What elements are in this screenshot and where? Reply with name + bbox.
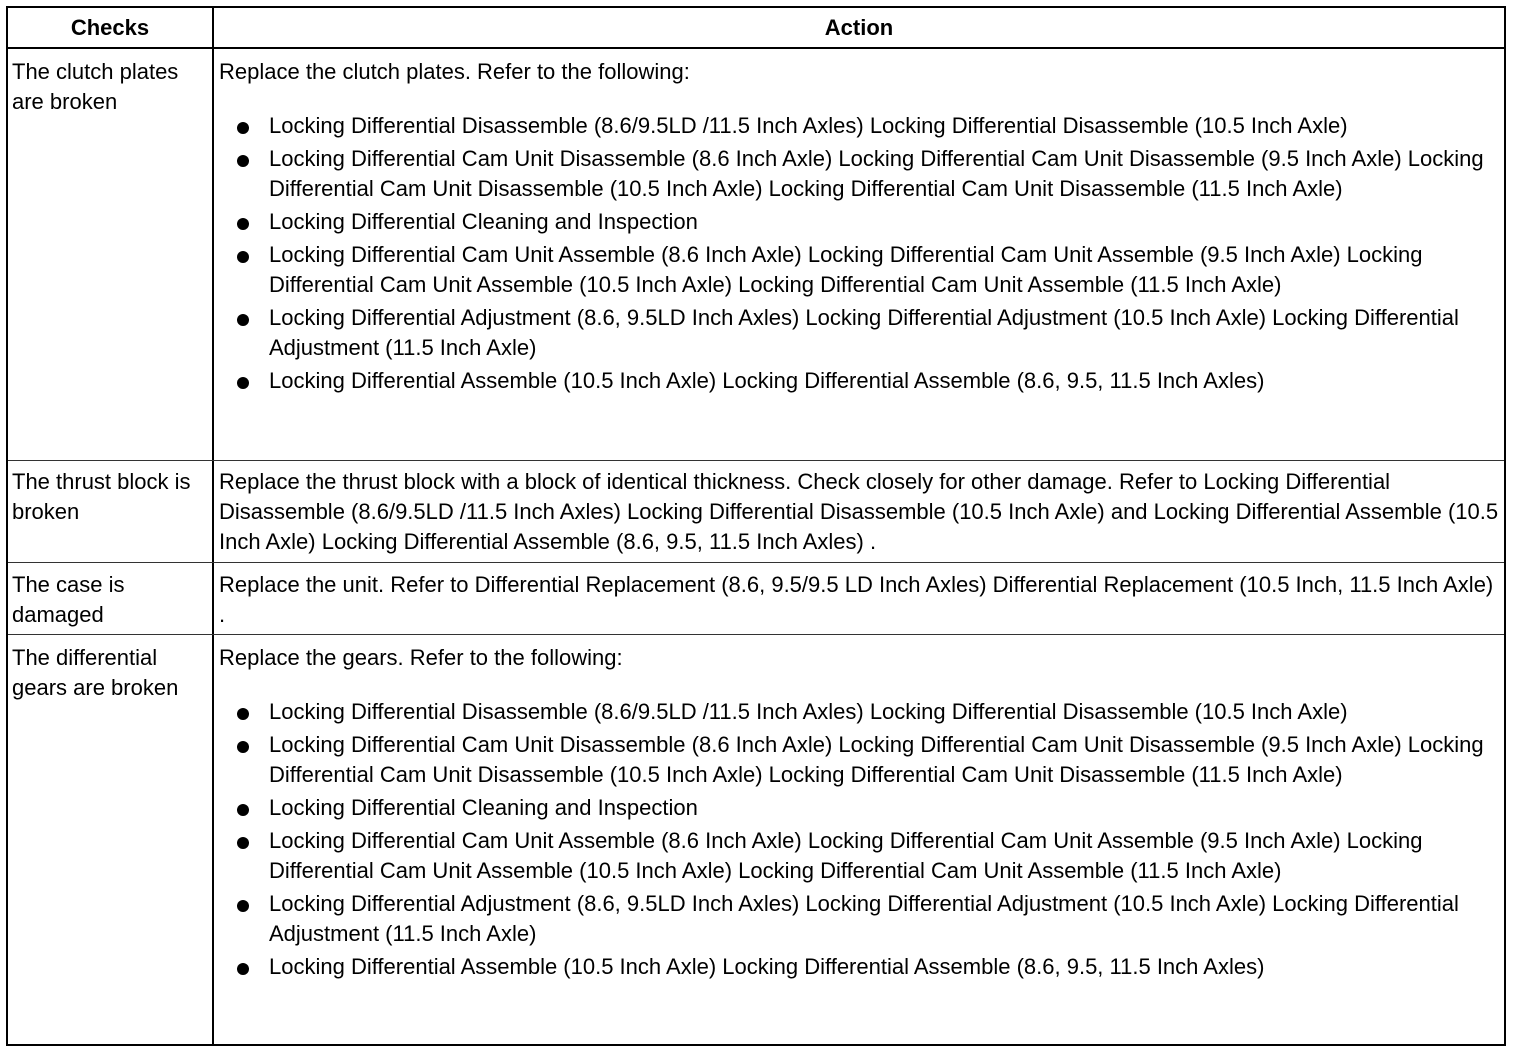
reference-list: [219, 697, 1502, 982]
reference-list: [219, 111, 1502, 396]
reference-item: Locking Differential Assemble (10.5 Inch Axle) Locking Differential Assemble (8.6, 9.5, 11.5 Inch Axles): [219, 366, 1502, 396]
check-cell: The clutch plates are broken: [12, 59, 179, 114]
header-checks: Checks: [70, 15, 150, 40]
reference-item: Locking Differential Adjustment (8.6, 9.5LD Inch Axles) Locking Differential Adjustment (10.5 Inch Axle) Locking Differential Adjustment (11.5 Inch Axle): [219, 889, 1502, 949]
action-cell: [219, 57, 1502, 396]
reference-item: Locking Differential Cam Unit Disassemble (8.6 Inch Axle) Locking Differential Cam Unit Disassemble (9.5 Inch Axle) Locking Differential Cam Unit Disassemble (10.5 Inch Axle) Locking Differential Cam Unit Disassemble (11.5 Inch Axle): [219, 730, 1502, 790]
action-cell: Replace the thrust block with a block of identical thickness. Check closely for other damage. Refer to Locking Differential Disassemble (8.6/9.5LD /11.5 Inch Axles) Locking Differential Disassemble (10.5 Inch Axle) and Locking Differential Assemble (10.5 Inch Axle) Locking Differential Assemble (8.6, 9.5, 11.5 Inch Axles) .: [219, 469, 1499, 554]
action-intro: Replace the clutch plates. Refer to the following:: [219, 59, 690, 84]
row-divider: [8, 562, 1504, 563]
action-intro: Replace the gears. Refer to the following:: [219, 645, 623, 670]
action-cell: [219, 643, 1502, 982]
reference-item: Locking Differential Disassemble (8.6/9.5LD /11.5 Inch Axles) Locking Differential Disassemble (10.5 Inch Axle): [219, 111, 1502, 141]
reference-item: Locking Differential Cam Unit Disassemble (8.6 Inch Axle) Locking Differential Cam Unit Disassemble (9.5 Inch Axle) Locking Differential Cam Unit Disassemble (10.5 Inch Axle) Locking Differential Cam Unit Disassemble (11.5 Inch Axle): [219, 144, 1502, 204]
reference-item: Locking Differential Assemble (10.5 Inch Axle) Locking Differential Assemble (8.6, 9.5, 11.5 Inch Axles): [219, 952, 1502, 982]
check-cell: The case is damaged: [12, 572, 125, 627]
reference-item: Locking Differential Cleaning and Inspection: [219, 793, 1502, 823]
reference-item: Locking Differential Cam Unit Assemble (8.6 Inch Axle) Locking Differential Cam Unit Assemble (9.5 Inch Axle) Locking Differential Cam Unit Assemble (10.5 Inch Axle) Locking Differential Cam Unit Assemble (11.5 Inch Axle): [219, 826, 1502, 886]
header-action: Action: [824, 15, 894, 40]
column-divider: [212, 8, 214, 1044]
action-cell: Replace the unit. Refer to Differential Replacement (8.6, 9.5/9.5 LD Inch Axles) Differential Replacement (10.5 Inch, 11.5 Inch Axle) .: [219, 572, 1494, 627]
row-divider: [8, 634, 1504, 635]
diagnostic-table: [6, 6, 1506, 1046]
check-cell: The differential gears are broken: [12, 645, 179, 700]
reference-item: Locking Differential Cleaning and Inspection: [219, 207, 1502, 237]
reference-item: Locking Differential Adjustment (8.6, 9.5LD Inch Axles) Locking Differential Adjustment (10.5 Inch Axle) Locking Differential Adjustment (11.5 Inch Axle): [219, 303, 1502, 363]
reference-item: Locking Differential Disassemble (8.6/9.5LD /11.5 Inch Axles) Locking Differential Disassemble (10.5 Inch Axle): [219, 697, 1502, 727]
row-divider: [8, 460, 1504, 461]
check-cell: The thrust block is broken: [12, 469, 191, 524]
reference-item: Locking Differential Cam Unit Assemble (8.6 Inch Axle) Locking Differential Cam Unit Assemble (9.5 Inch Axle) Locking Differential Cam Unit Assemble (10.5 Inch Axle) Locking Differential Cam Unit Assemble (11.5 Inch Axle): [219, 240, 1502, 300]
